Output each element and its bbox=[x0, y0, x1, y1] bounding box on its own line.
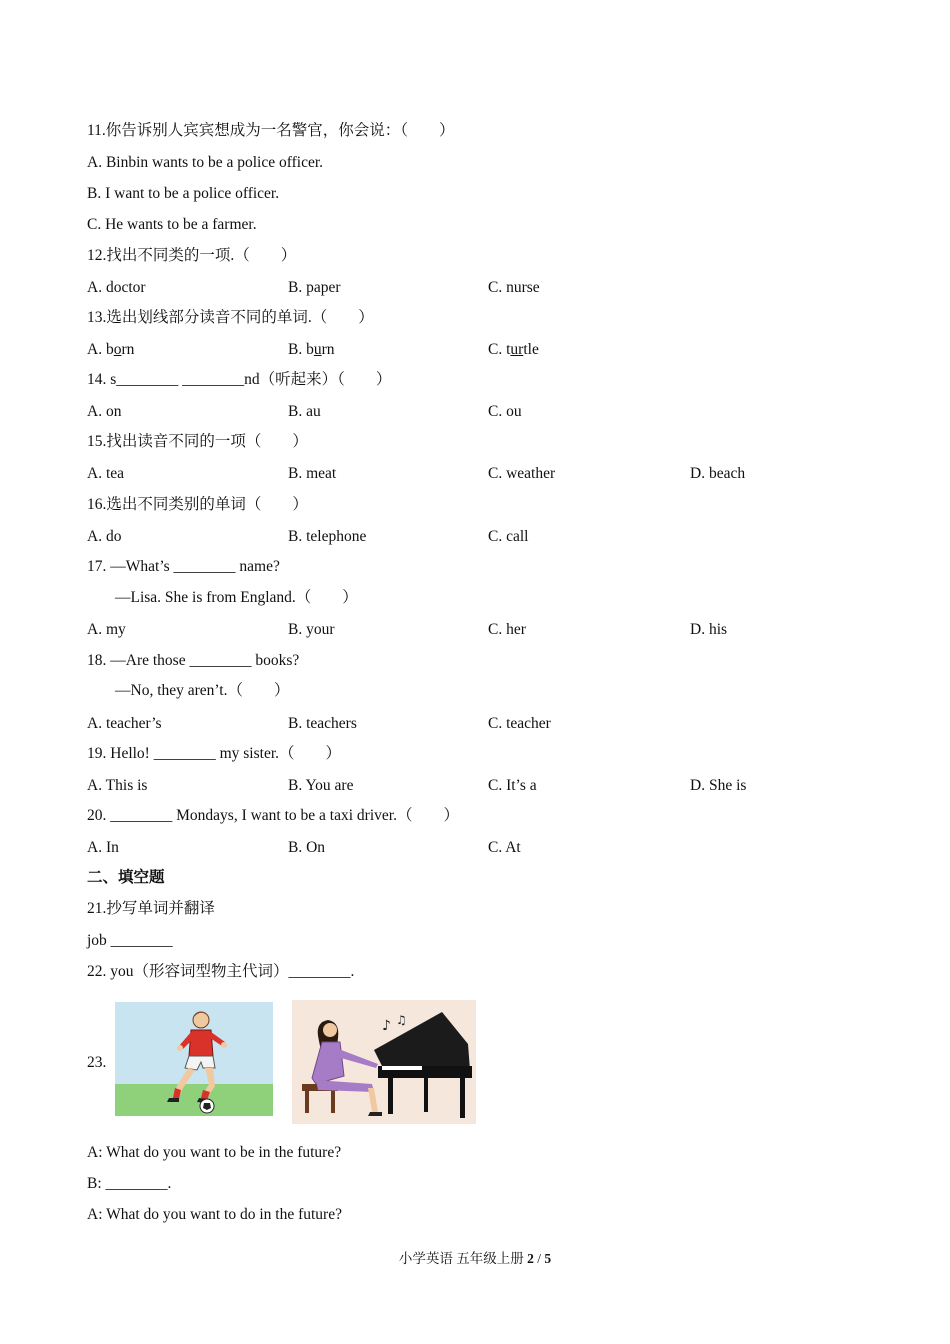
question-15-option-a[interactable]: A. tea bbox=[87, 465, 125, 482]
option-text: rn bbox=[121, 341, 135, 358]
question-17-option-a[interactable]: A. my bbox=[87, 621, 126, 638]
question-19-option-c[interactable]: C. It’s a bbox=[488, 777, 537, 794]
question-16-option-a[interactable]: A. do bbox=[87, 528, 122, 545]
grass bbox=[115, 1084, 273, 1116]
question-17-option-b[interactable]: B. your bbox=[288, 621, 335, 638]
question-11-option-c[interactable]: C. He wants to be a farmer. bbox=[87, 216, 257, 233]
option-text: B. b bbox=[288, 341, 314, 358]
question-15-option-c[interactable]: C. weather bbox=[488, 465, 556, 482]
question-13-option-a[interactable] bbox=[87, 340, 134, 360]
question-12-option-a[interactable]: A. doctor bbox=[87, 279, 146, 296]
underlined-letters: ur bbox=[510, 341, 524, 358]
question-14-option-a[interactable]: A. on bbox=[87, 403, 122, 420]
question-18-option-a[interactable]: A. teacher’s bbox=[87, 715, 162, 732]
question-19-option-d[interactable]: D. She is bbox=[690, 777, 747, 794]
question-19-option-b[interactable]: B. You are bbox=[288, 777, 354, 794]
page-separator: / bbox=[533, 1251, 545, 1266]
question-11-stem: 11.你告诉别人宾宾想成为一名警官，你会说：（ ） bbox=[87, 122, 455, 139]
question-13-stem: 13.选出划线部分读音不同的单词.（ ） bbox=[87, 309, 374, 326]
pianist-picture bbox=[292, 1000, 476, 1124]
question-12-stem: 12.找出不同类的一项.（ ） bbox=[87, 247, 297, 264]
question-20-option-a[interactable]: A. In bbox=[87, 839, 119, 856]
section-title: 二、填空题 bbox=[87, 869, 165, 886]
question-12-option-b[interactable]: B. paper bbox=[288, 279, 341, 296]
question-17-option-d[interactable]: D. his bbox=[690, 621, 728, 638]
option-text: rn bbox=[321, 341, 335, 358]
option-text: tle bbox=[523, 341, 539, 358]
soccer-player-picture bbox=[115, 1002, 273, 1116]
question-15-option-d[interactable]: D. beach bbox=[690, 465, 746, 482]
page-number: 2 bbox=[527, 1251, 534, 1266]
question-15-option-b[interactable]: B. meat bbox=[288, 465, 337, 482]
svg-text:♪: ♪ bbox=[382, 1018, 391, 1034]
question-16-stem: 16.选出不同类别的单词（ ） bbox=[87, 496, 308, 513]
question-20-stem: 20. ________ Mondays, I want to be a taxi driver.（ ） bbox=[87, 807, 459, 824]
question-20-option-c[interactable]: C. At bbox=[488, 839, 521, 856]
question-11-option-b[interactable]: B. I want to be a police officer. bbox=[87, 185, 280, 202]
question-14-option-c[interactable]: C. ou bbox=[488, 403, 522, 420]
question-14-option-b[interactable]: B. au bbox=[288, 403, 321, 420]
question-20-option-b[interactable]: B. On bbox=[288, 839, 326, 856]
svg-text:♫: ♫ bbox=[396, 1013, 407, 1027]
question-16-option-c[interactable]: C. call bbox=[488, 528, 529, 545]
question-12-option-c[interactable]: C. nurse bbox=[488, 279, 540, 296]
question-18-stem: 18. —Are those ________ books? bbox=[87, 652, 300, 669]
page-total: 5 bbox=[544, 1251, 552, 1266]
question-17-stem: 17. —What’s ________ name? bbox=[87, 558, 280, 575]
question-19-option-a[interactable]: A. This is bbox=[87, 777, 148, 794]
question-23-line-a1: A: What do you want to be in the future? bbox=[87, 1144, 342, 1161]
option-text: C. t bbox=[488, 341, 511, 358]
question-13-option-c[interactable] bbox=[488, 340, 539, 360]
question-18-line2: —No, they aren’t.（ ） bbox=[115, 682, 290, 699]
footer-subject: 小学英语 五年级上册 bbox=[398, 1251, 528, 1266]
question-21-stem: 21.抄写单词并翻译 bbox=[87, 900, 215, 917]
question-13-option-b[interactable] bbox=[288, 340, 335, 360]
question-11-option-a[interactable]: A. Binbin wants to be a police officer. bbox=[87, 154, 324, 171]
question-23-answer-line[interactable]: B: ________. bbox=[87, 1175, 172, 1192]
option-text: A. b bbox=[87, 341, 114, 358]
question-14-stem: 14. s________ ________nd（听起来）（ ） bbox=[87, 371, 392, 388]
question-23-line-a2: A: What do you want to do in the future? bbox=[87, 1206, 342, 1223]
question-19-stem: 19. Hello! ________ my sister.（ ） bbox=[87, 745, 342, 762]
question-18-option-b[interactable]: B. teachers bbox=[288, 715, 357, 732]
question-21-answer-line[interactable]: job ________ bbox=[87, 932, 173, 949]
underlined-letters: u bbox=[313, 341, 322, 358]
question-15-stem: 15.找出读音不同的一项（ ） bbox=[87, 433, 308, 450]
question-22-stem[interactable]: 22. you（形容词型物主代词）________. bbox=[87, 963, 355, 980]
page-footer bbox=[0, 1247, 950, 1267]
question-16-option-b[interactable]: B. telephone bbox=[288, 528, 367, 545]
question-17-line2: —Lisa. She is from England.（ ） bbox=[115, 589, 358, 606]
question-17-option-c[interactable]: C. her bbox=[488, 621, 526, 638]
underlined-letters: o bbox=[113, 341, 122, 358]
question-23-number: 23. bbox=[87, 1054, 107, 1071]
question-18-option-c[interactable]: C. teacher bbox=[488, 715, 551, 732]
